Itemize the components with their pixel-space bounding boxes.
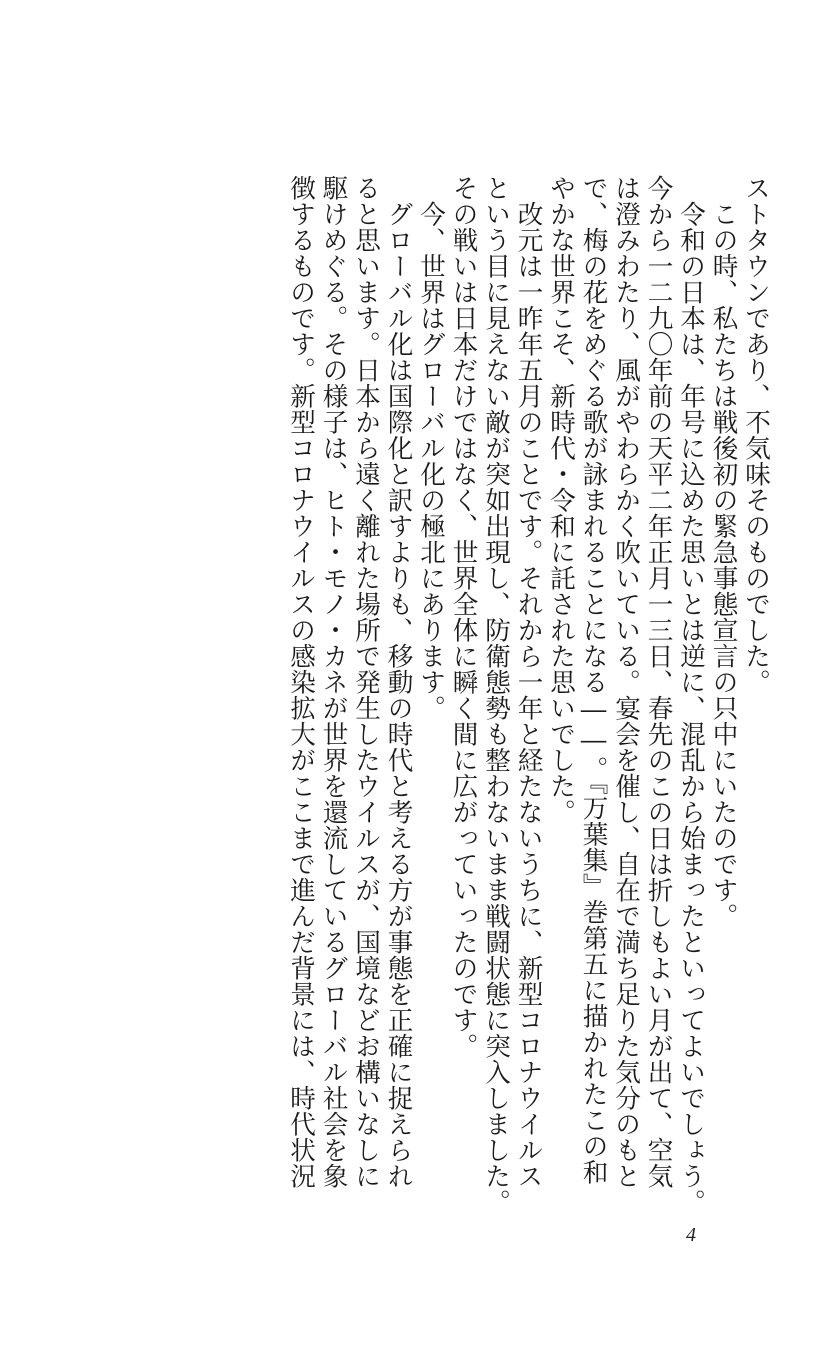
text-line: この時、私たちは戦後初の緊急事態宣言の只中にいたのです。 xyxy=(708,175,739,929)
text-line: ると思います。日本から遠く離れた場所で発生したウイルスが、国境などお構いなしに xyxy=(351,175,381,1189)
page-number: 4 xyxy=(686,1224,696,1246)
text-line: という目に見えない敵が突如出現し、防衛態勢も整わないまま戦闘状態に突入しました。 xyxy=(481,175,511,1215)
text-line: は澄みわたり、風がやわらかく吹いている。宴会を催し、自在で満ち足りた気分のもと xyxy=(611,175,641,1189)
text-line: 令和の日本は、年号に込めた思いとは逆に、混乱から始まったといってよいでしょう。 xyxy=(676,175,706,1215)
text-line: ストタウンであり、不気味そのものでした。 xyxy=(741,175,771,695)
text-line: 今から一二九〇年前の天平二年正月一三日、春先のこの日は折しもよい月が出て、空気 xyxy=(643,175,674,1189)
text-line: その戦いは日本だけではなく、世界全体に瞬く間に広がっていったのです。 xyxy=(448,175,479,1059)
text-line: やかな世界こそ、新時代・令和に託された思いでした。 xyxy=(546,175,576,825)
vertical-text-block xyxy=(89,175,769,1215)
text-line: 駆けめぐる。その様子は、ヒト・モノ・カネが世界を還流しているグローバル社会を象 xyxy=(318,175,349,1189)
text-line: グローバル化は国際化と訳すよりも、移動の時代と考える方が事態を正確に捉えられ xyxy=(383,175,414,1189)
text-line: で、梅の花をめぐる歌が詠まれることになる――。『万葉集』巻第五に描かれたこの和 xyxy=(578,175,609,1185)
text-line: 今、世界はグローバル化の極北にあります。 xyxy=(416,175,446,721)
text-line: 徴するものです。新型コロナウイルスの感染拡大がここまで進んだ背景には、時代状況 xyxy=(286,175,316,1189)
text-line: 改元は一昨年五月のことです。それから一年と経たないうちに、新型コロナウイルス xyxy=(513,175,544,1189)
